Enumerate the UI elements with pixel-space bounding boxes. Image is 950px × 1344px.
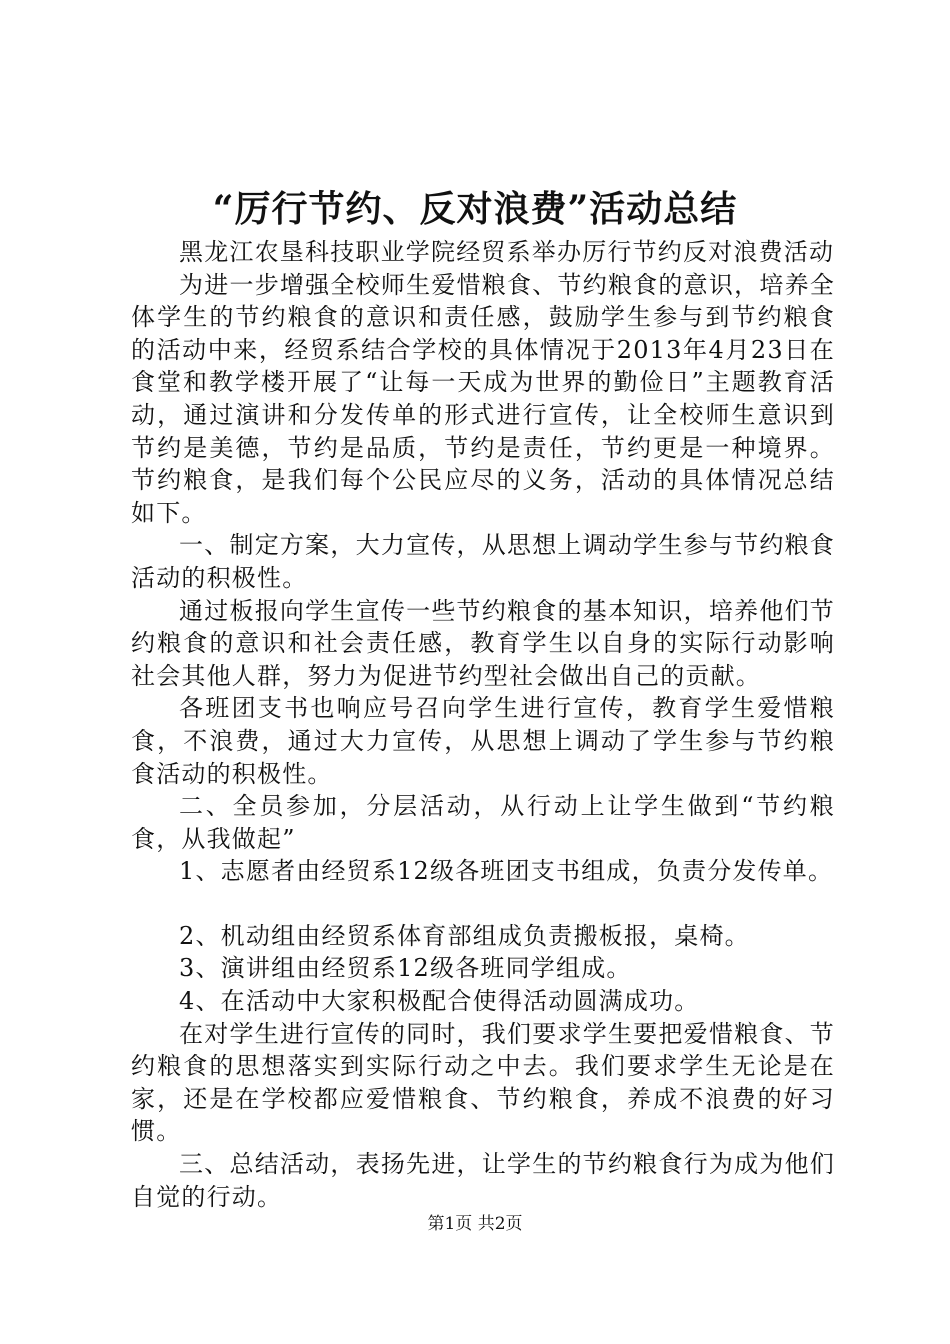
paragraph-intro: 为进一步增强全校师生爱惜粮食、节约粮食的意识，培养全体学生的节约粮食的意识和责任感，鼓励学生参与到节约粮食的活动中来，经贸系结合学校的具体情况于2013年4月23日在食堂和教学楼开展了“让每一天成为世界的勤俭日”主题教育活动，通过演讲和分发传单的形式进行宣传，让全校师生意识到节约是美德，节约是品质，节约是责任，节约更是一种境界。节约粮食，是我们每个公民应尽的义务，活动的具体情况总结如下。 <box>131 270 835 527</box>
section-heading-1: 一、制定方案，大力宣传，从思想上调动学生参与节约粮食活动的积极性。 <box>131 531 835 592</box>
page-number-footer: 第1页 共2页 <box>427 1214 523 1234</box>
paragraph: 通过板报向学生宣传一些节约粮食的基本知识，培养他们节约粮食的意识和社会责任感，教育学生以自身的实际行动影响社会其他人群，努力为促进节约型社会做出自己的贡献。 <box>131 596 835 690</box>
paragraph-subtitle: 黑龙江农垦科技职业学院经贸系举办厉行节约反对浪费活动 <box>179 238 835 266</box>
list-item: 2、机动组由经贸系体育部组成负责搬板报，桌椅。 <box>179 921 750 950</box>
paragraph: 在对学生进行宣传的同时，我们要求学生要把爱惜粮食、节约粮食的思想落实到实际行动之中去。我们要求学生无论是在家，还是在学校都应爱惜粮食、节约粮食，养成不浪费的好习惯。 <box>131 1019 835 1146</box>
paragraph: 各班团支书也响应号召向学生进行宣传，教育学生爱惜粮食，不浪费，通过大力宣传，从思想上调动了学生参与节约粮食活动的积极性。 <box>131 694 835 788</box>
list-item: 3、演讲组由经贸系12级各班同学组成。 <box>179 954 632 983</box>
section-heading-3: 三、总结活动，表扬先进，让学生的节约粮食行为成为他们自觉的行动。 <box>131 1150 835 1211</box>
list-item: 4、在活动中大家积极配合使得活动圆满成功。 <box>179 987 700 1016</box>
list-item: 1、志愿者由经贸系12级各班团支书组成，负责分发传单。 <box>179 857 834 886</box>
document-title: “厉行节约、反对浪费”活动总结 <box>212 188 738 230</box>
section-heading-2: 二、全员参加，分层活动，从行动上让学生做到“节约粮食，从我做起” <box>131 792 835 853</box>
document-body <box>131 236 835 1213</box>
